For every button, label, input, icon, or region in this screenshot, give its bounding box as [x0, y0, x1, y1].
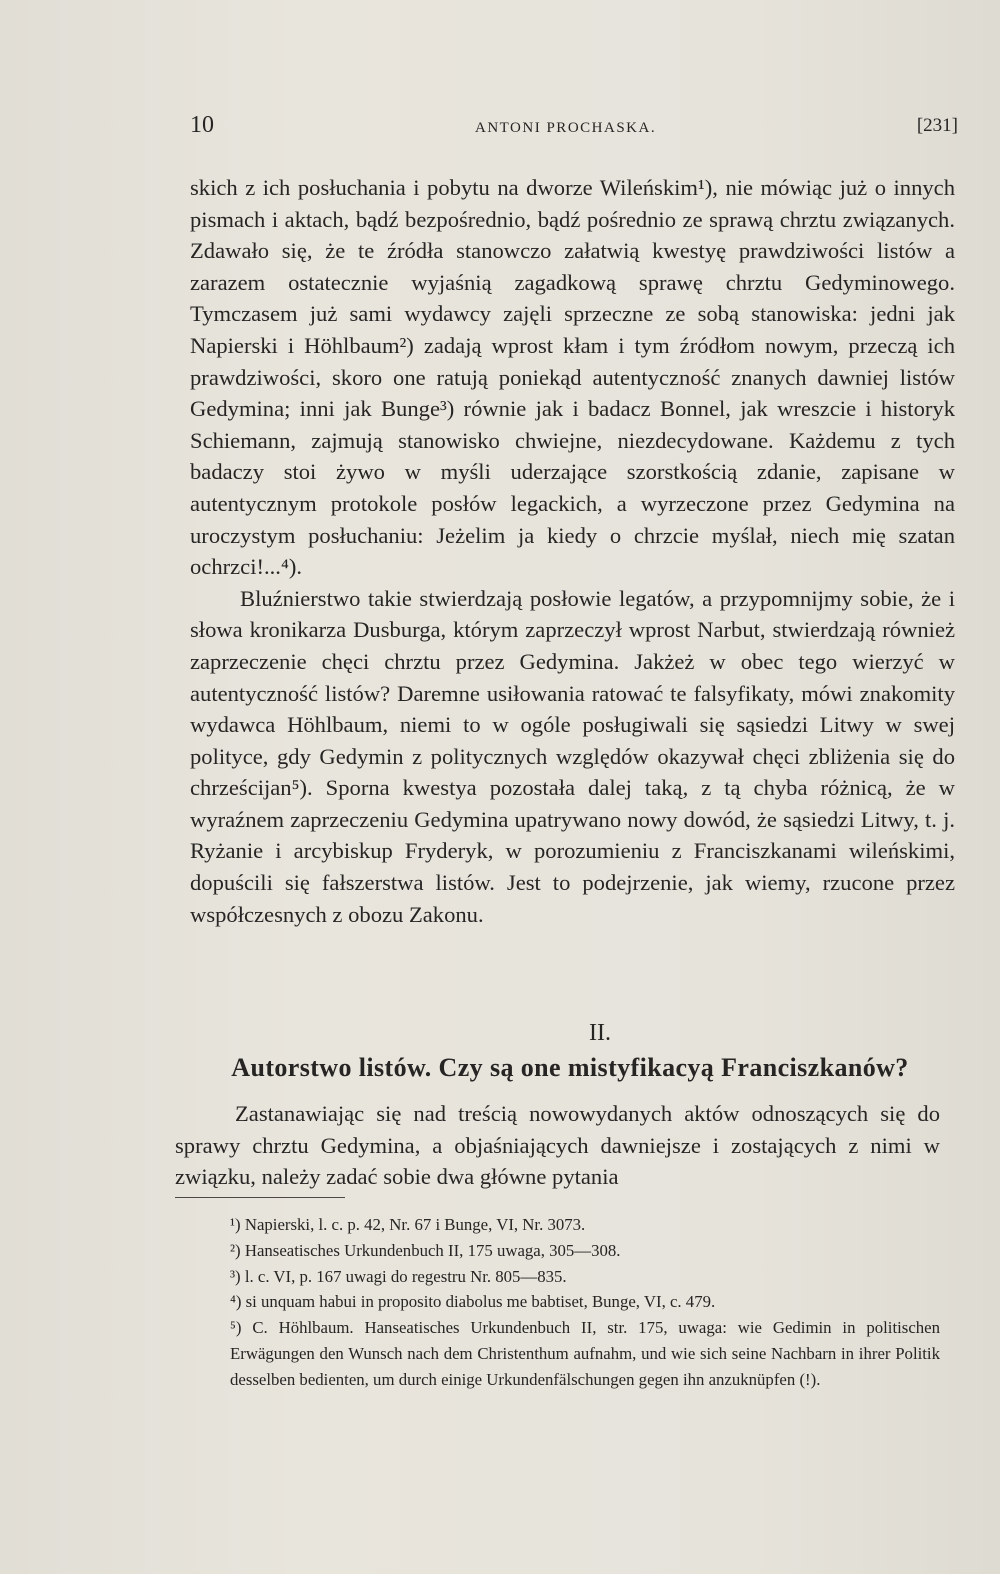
footnote-1-mark: ¹): [230, 1215, 241, 1234]
page-number: 10: [190, 112, 214, 138]
footnote-3: [175, 1264, 940, 1290]
footnote-5-mark: ⁵): [230, 1318, 242, 1338]
footnote-4-text: si unquam habui in proposito diabolus me babtiset, Bunge, VI, c. 479.: [245, 1292, 716, 1312]
footnote-1: [175, 1212, 940, 1238]
paragraph-2: Bluźnierstwo takie stwierdzają posłowie legatów, a przypomnijmy sobie, że i słowa kronikarza Dusburga, którym zaprzeczył wprost Narbut, stwierdzają również zaprzeczenie chęci chrztu przez Gedymina. Jakżeż w obec tego wierzyć w autentyczność listów? Daremne usiłowania ratować te falsyfikaty, mówi znakomity wydawca Höhlbaum, niemi to w ogóle posługiwali się sąsiedzi Litwy w swej polityce, gdy Gedymin z politycznych względów okazywał chęci zbliżenia się do chrześcijan⁵). Sporna kwestya pozostała dalej taką, z tą chyba różnicą, że w wyraźnem zaprzeczeniu Gedymina upatrywano nowy dowód, że sąsiedzi Litwy, t. j. Ryżanie i arcybiskup Fryderyk, w porozumieniu z Franciszkanami wileńskimi, dopuścili się fałszerstwa listów. Jest to podejrzenie, jak wiemy, rzucone przez współczesnych z obozu Zakonu.: [190, 585, 955, 927]
footnote-5-text: C. Höhlbaum. Hanseatisches Urkundenbuch II, str. 175, uwaga: wie Gedimin in politischen Erwägungen den Wunsch nach dem Christenthum aufnahm, und wie sich seine Nachbarn in ihrer Politik desselben bedienten, um durch einige Urkundenfälschungen gegen ihn anzuknüpfen (!).: [230, 1318, 940, 1389]
running-head: ANTONI PROCHASKA.: [475, 120, 657, 136]
footnote-divider: [175, 1197, 345, 1198]
page-header: [190, 112, 958, 152]
footnote-4-mark: ⁴): [230, 1292, 242, 1312]
main-text: [190, 172, 955, 930]
footnote-2: [175, 1238, 940, 1264]
footnote-2-text: Hanseatisches Urkundenbuch II, 175 uwaga, 305—308.: [244, 1240, 621, 1260]
section-paragraph: Zastanawiając się nad treścią nowowydanych aktów odnoszących się do sprawy chrztu Gedymina, a objaśniających dawniejsze i zostających z nimi w związku, należy zadać sobie dwa główne pytania: [175, 1101, 940, 1190]
section-heading: [180, 1020, 960, 1083]
footnote-3-text: l. c. VI, p. 167 uwagi do regestru Nr. 805—835.: [244, 1266, 567, 1286]
footnote-4: [175, 1289, 940, 1315]
footnote-5: [175, 1315, 940, 1392]
footnote-2-mark: ²): [230, 1240, 241, 1260]
folio-number: [231]: [916, 115, 958, 136]
paragraph-1: skich z ich posłuchania i pobytu na dworze Wileńskim¹), nie mówiąc już o innych pismach i aktach, bądź bezpośrednio, bądź pośrednio ze sprawą chrztu związanych. Zdawało się, że te źródła stanowczo załatwią kwestyę prawdziwości listów a zarazem ostatecznie wyjaśnią zagadkową sprawę chrztu Gedyminowego. Tymczasem już sami wydawcy zajęli sprzeczne ze sobą stanowiska: jedni jak Napierski i Höhlbaum²) zadają wprost kłam i tym źródłom nowym, przeczą ich prawdziwości, skoro one ratują poniekąd autentyczność znanych dawniej listów Gedymina; inni jak Bunge³) równie jak i badacz Bonnel, jak wreszcie i historyk Schiemann, zajmują stanowisko chwiejne, niezdecydowane. Każdemu z tych badaczy stoi żywo w myśli uderzające szorstkością zdanie, zapisane w autentycznym protokole posłów legackich, a wyrzeczone przez Gedymina na uroczystym posłuchaniu: Jeżelim ja kiedy o chrzcie myślał, niech mię szatan ochrzci!...⁴).: [190, 175, 955, 580]
section-title: Autorstwo listów. Czy są one mistyfikacyą Franciszkanów?: [231, 1053, 909, 1082]
section-number: II.: [589, 1020, 611, 1046]
footnote-3-mark: ³): [230, 1266, 241, 1286]
footnotes: [175, 1212, 940, 1393]
footnote-1-text: Napierski, l. c. p. 42, Nr. 67 i Bunge, VI, Nr. 3073.: [244, 1215, 586, 1234]
